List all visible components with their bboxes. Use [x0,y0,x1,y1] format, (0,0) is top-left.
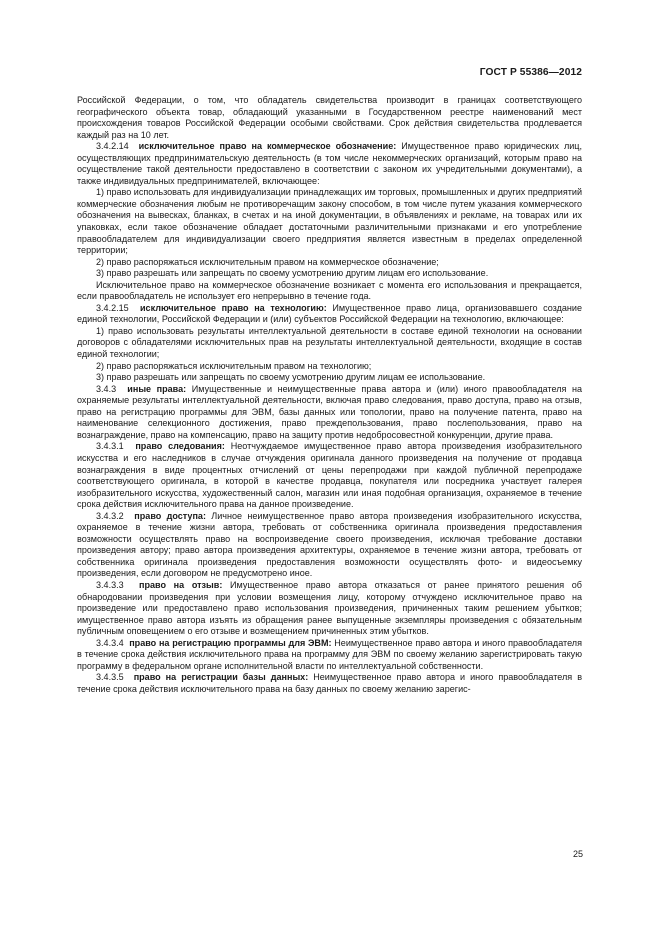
clause-number: 3.4.3.4 [96,637,124,648]
clause-definition: Личное неимущественное право автора произведения изобразительного искусства, охраняемое в течение жизни автора, требовать от собственника оригинала произведения предоставления возможности осуществлять право на воспроизведение своего произведения, исключая требование доставки произведения автору; право автора произведения архитектуры, охраняемое в течение жизни автора, требовать от собственника оригинала произведения предоставления возможности осуществлять фото- и видеосъемку произведения, если договором не предусмотрено иное. [77,510,582,579]
list-item [77,361,582,373]
list-item-text: 2) право распоряжаться исключительным правом на коммерческое обозначение; [96,256,439,267]
clause-number: 3.4.2.14 [96,141,129,152]
clause-number: 3.4.3 [96,383,117,394]
clause-3-4-3-3 [77,580,582,638]
clause-definition: Неотчуждаемое имущественное право автора произведения изобразительного искусства и его наследников в случае отчуждения оригинала данного произведения на получение от продавца вознаграждения в виде процентных отчислений от цены перепродажи при каждой публичной перепродаже соответствующего оригинала, в которой в качестве продавца, покупателя или посредника участвует галерея изобразительного искусства, художественный салон, магазин или иная подобная организация, охраняемое в течение срока действия исключительного права на данное произведение. [77,441,582,510]
clause-term: исключительное право на технологию: [139,302,327,313]
list-item [77,326,582,361]
clause-3-4-3-2 [77,511,582,580]
list-item-text: 3) право разрешать или запрещать по своему усмотрению другим лицам ее использование. [96,372,486,383]
clause-definition: Имущественные и неимущественные права автора и (или) иного правообладателя на охраняемые результаты интеллектуальной деятельности, включая право следования, право доступа, право на отзыв, право на регистрацию программы для ЭВМ, базы данных или топологии, право на получение патента, право на наименование селекционного достижения, право преждепользования, право послепользования, право на вознаграждение, право на компенсацию, право на защиту против недобросовестной конкуренции, другие права. [77,383,582,440]
clause-definition: Имущественное право юридических лиц, осуществляющих предпринимательскую деятельность (в том числе некоммерческих организаций, которым право на осуществление такой деятельности предоставлено в соответствии с законом их учредительными документами), а также индивидуальных предпринимателей, включающее: [77,141,582,186]
paragraph [77,280,582,303]
document-body [77,95,582,695]
list-item-text: 1) право использовать результаты интеллектуальной деятельности в составе единой технологии на основании договоров с обладателями исключительных прав на результаты интеллектуальной деятельности, входящие в состав единой технологии; [77,325,582,360]
list-item-text: 2) право распоряжаться исключительным правом на технологию; [96,360,372,371]
list-item [77,268,582,280]
clause-3-4-3 [77,384,582,442]
list-item [77,187,582,256]
paragraph-continuation [77,95,582,141]
page-number: 25 [572,849,583,859]
clause-3-4-2-15 [77,303,582,326]
clause-term: право на регистрации базы данных: [133,672,309,683]
standard-header: ГОСТ Р 55386—2012 [479,67,582,78]
clause-number: 3.4.2.15 [96,302,129,313]
list-item-text: 1) право использовать для индивидуализации принадлежащих им торговых, промышленных и других предприятий коммерческие обозначения любым не противоречащим закону способом, в том числе путем указания коммерческого обозначения на вывесках, бланках, в счетах и на иной документации, в объявлениях и рекламе, на товарах или их упаковках, если такое обозначение обладает достаточными различительными признаками и его употребление правообладателем для индивидуализации своего предприятия является известным в пределах определенной территории; [77,187,582,256]
clause-number: 3.4.3.1 [96,441,124,452]
clause-term: право следования: [135,441,225,452]
clause-3-4-2-14 [77,141,582,187]
clause-3-4-3-1 [77,441,582,510]
clause-definition: Неимущественное право автора и иного правообладателя в течение срока действия исключительного права на программу для ЭВМ по своему желанию зарегистрировать такую программу в федеральном органе исполнительной власти по интеллектуальной собственности. [77,637,582,671]
clause-definition: Неимущественное право автора и иного правообладателя в течение срока действия исключительного права на базу данных по своему желанию зарегис- [77,672,583,694]
clause-term: право на регистрацию программы для ЭВМ: [129,637,332,648]
clause-number: 3.4.3.2 [96,510,124,521]
clause-term: право на отзыв: [139,579,223,590]
clause-term: исключительное право на коммерческое обозначение: [138,141,397,152]
list-item [77,257,582,269]
clause-number: 3.4.3.3 [96,579,124,590]
clause-3-4-3-4 [77,638,582,673]
clause-3-4-3-5 [77,672,582,695]
clause-definition: Имущественное право лица, организовавшего создание единой технологии, Российской Федерации и (или) субъектов Российской Федерации на технологию, включающее: [77,302,583,325]
paragraph-text: Исключительное право на коммерческое обозначение возникает с момента его использования и прекращается, если правообладатель не использует его непрерывно в течение года. [77,279,582,302]
clause-definition: Имущественное право автора отказаться от ранее принятого решения об обнародовании произведения при условии возмещения лицу, которому отчуждено исключительное право на произведение или предоставлено право использования произведения, причиненных таким решением убытков; имущественное право автора изъять из обращения ранее выпущенные экземпляры произведения с обязательным публичным оповещением о его отзыве и возмещением причиненных этим убытков. [77,579,582,637]
list-item [77,372,582,384]
clause-term: иные права: [127,383,187,394]
clause-term: право доступа: [134,510,206,521]
clause-number: 3.4.3.5 [96,672,124,683]
list-item-text: 3) право разрешать или запрещать по своему усмотрению другим лицам его использование. [96,268,489,279]
paragraph-text: Российской Федерации, о том, что обладатель свидетельства производит в границах соответствующего географического объекта товар, обладающий указанными в Государственном реестре наименований мест происхождения товаров Российской Федерации особыми свойствами. Срок действия свидетельства продлевается каждый раз на 10 лет. [77,95,582,140]
